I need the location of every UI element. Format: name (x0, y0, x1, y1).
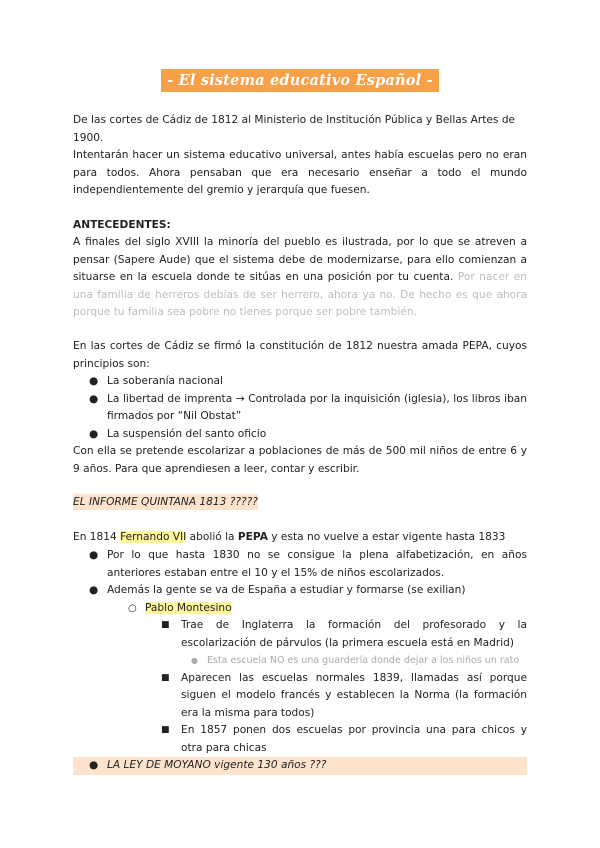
list-item-text: La suspensión del santo oficio (107, 427, 267, 440)
list-item (73, 391, 527, 426)
fernando-pre: En 1814 (73, 531, 121, 543)
bullet-icon: ● (89, 375, 99, 387)
list-item-text: Esta escuela NO es una guardería donde dejar a los niños un rato (207, 655, 520, 666)
ley-moyano-text: LA LEY DE MOYANO vigente 130 años ??? (107, 759, 327, 771)
bullet-icon: ● (89, 759, 99, 771)
fernando-post: y esta no vuelve a estar vigente hasta 1833 (267, 531, 506, 543)
list-item-text: Aparecen las escuelas normales 1839, llamadas así porque siguen el modelo francés y establecen la Norma (la formación era la misma para todos) (181, 671, 527, 719)
list-item (73, 426, 527, 444)
small-bullet-icon: ● (191, 656, 198, 665)
square-bullet-icon: ■ (161, 620, 170, 630)
sub-sub-list-item (73, 722, 527, 757)
bullet-icon: ● (89, 392, 99, 405)
informe-quintana-line (73, 494, 527, 512)
sub-sub-list-item (73, 670, 527, 723)
fernando-mid: abolió la (186, 531, 238, 543)
cadiz-principles-list (73, 373, 527, 443)
sub-sub-sub-list-item (73, 652, 527, 670)
document-title: - El sistema educativo Español - (161, 69, 439, 92)
intro-paragraph-2: Intentarán hacer un sistema educativo universal, antes había escuelas pero no eran para todos. Ahora pensaban que era necesario enseñar a todo el mundo independientemente del gremio y jerarquía que fuesen. (73, 149, 527, 196)
fernando-paragraph (73, 529, 527, 547)
antecedentes-text: A finales del siglo XVIII la minoría del pueblo es ilustrada, por lo que se atreven a pensar (Sapere Aude) que el sistema debe de modernizarse, para ello comienzan a situarse en la escuela donde te sitúas en una posición por tu cuenta. (73, 236, 527, 283)
list-item (73, 373, 527, 391)
sub-sub-list-item (73, 617, 527, 652)
fernando-list (73, 547, 527, 775)
list-item-text: En 1857 ponen dos escuelas por provincia una para chicos y otra para chicas (181, 724, 527, 754)
antecedentes-gray-text: Por nacer en una familia de herreros debías de ser herrero, ahora ya no. De hecho es que ahora porque tu familia sea pobre no tienes porque ser pobre también. (73, 271, 527, 318)
list-item-text: Además la gente se va de España a estudiar y formarse (se exilian) (107, 584, 466, 596)
cadiz-paragraph: En las cortes de Cádiz se firmó la constitución de 1812 nuestra amada PEPA, cuyos principios son: (73, 340, 527, 370)
antecedentes-paragraph (73, 234, 527, 322)
sub-list-item (73, 600, 527, 618)
list-item-text: La soberanía nacional (107, 375, 223, 387)
antecedentes-heading: ANTECEDENTES: (73, 219, 171, 231)
fernando-name: Fernando VII (120, 531, 187, 543)
bullet-icon: ● (89, 427, 99, 440)
informe-quintana-text: EL INFORME QUINTANA 1813 ????? (73, 496, 258, 508)
intro-paragraph-1: De las cortes de Cádiz de 1812 al Ministerio de Institución Pública y Bellas Artes de 1900. (73, 114, 516, 144)
montesino-name: Pablo Montesino (145, 601, 232, 614)
pepa-text: PEPA (237, 531, 268, 543)
hollow-bullet-icon: ○ (128, 602, 137, 614)
list-item (73, 547, 527, 582)
list-item-ley-moyano (73, 757, 527, 775)
bullet-icon: ● (89, 549, 99, 561)
list-item-text: La libertad de imprenta → Controlada por la inquisición (iglesia), los libros iban firmados por “Nil Obstat” (107, 392, 527, 422)
list-item-text: Trae de Inglaterra la formación del profesorado y la escolarización de párvulos (la primera escuela está en Madrid) (181, 619, 527, 649)
square-bullet-icon: ■ (161, 672, 170, 683)
cadiz-after-paragraph: Con ella se pretende escolarizar a poblaciones de más de 500 mil niños de entre 6 y 9 años. Para que aprendiesen a leer, contar y escribir. (73, 445, 527, 475)
square-bullet-icon: ■ (161, 725, 170, 735)
title-wrap (0, 69, 600, 92)
list-item (73, 582, 527, 600)
bullet-icon: ● (89, 584, 99, 596)
list-item-text: Por lo que hasta 1830 no se consigue la plena alfabetización, en años anteriores estaban entre el 10 y el 15% de niños escolarizados. (107, 549, 527, 579)
